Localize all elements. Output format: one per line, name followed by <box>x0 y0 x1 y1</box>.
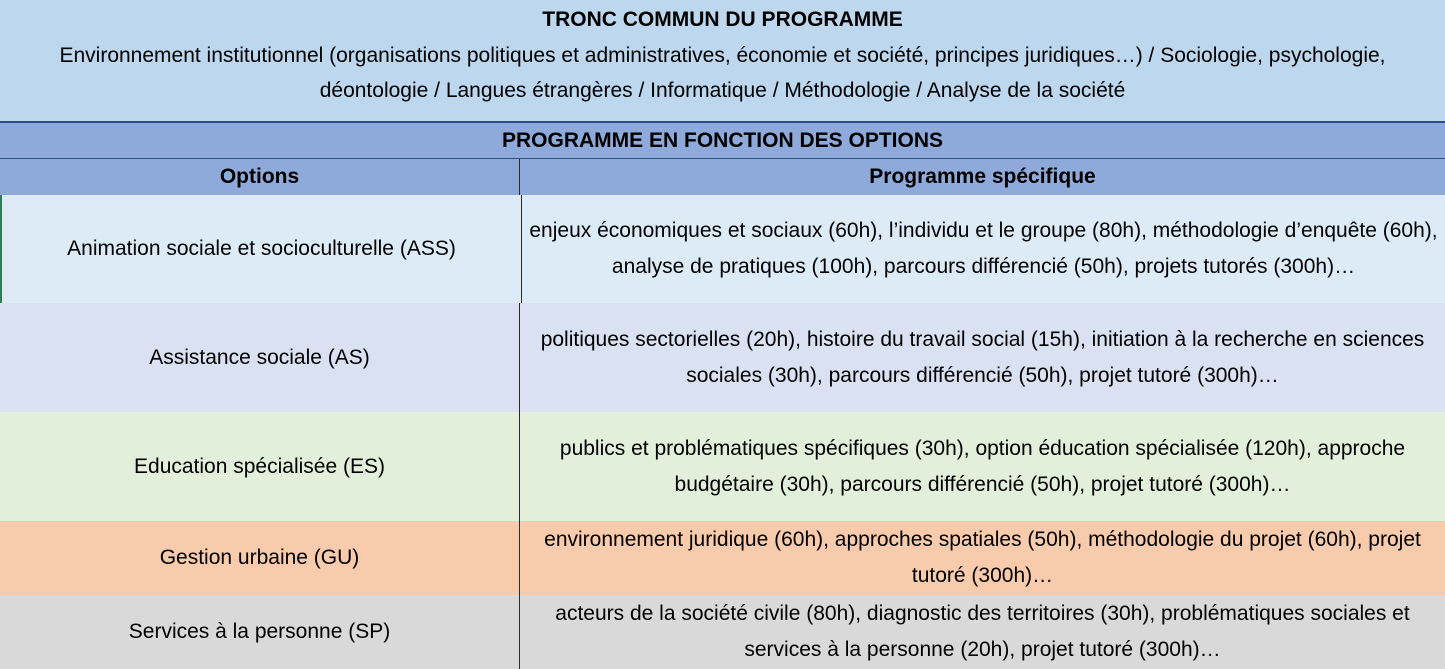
option-cell: Gestion urbaine (GU) <box>159 546 360 569</box>
options-column-header: Options <box>219 165 300 188</box>
table-header-row <box>0 159 1445 195</box>
programme-cell: enjeux économiques et sociaux (60h), l’individu et le groupe (80h), méthodologie d’enquête (60h), analyse de pratiques (100h), parcours différencié (50h), projets tutorés (300h)… <box>521 195 1445 303</box>
table-row <box>0 195 1445 303</box>
programme-options-title: PROGRAMME EN FONCTION DES OPTIONS <box>0 121 1445 159</box>
programme-cell: environnement juridique (60h), approches spatiales (50h), méthodologie du projet (60h), projet tutoré (300h)… <box>519 521 1445 595</box>
option-cell: Education spécialisée (ES) <box>134 454 385 478</box>
table-row <box>0 595 1445 669</box>
table-row <box>0 303 1445 412</box>
tronc-commun-section <box>0 0 1445 121</box>
option-cell: Animation sociale et socioculturelle (ASS) <box>67 237 456 260</box>
tronc-commun-title: TRONC COMMUN DU PROGRAMME <box>542 8 903 31</box>
programme-cell: politiques sectorielles (20h), histoire du travail social (15h), initiation à la recherche en sciences sociales (30h), parcours différencié (50h), projet tutoré (300h)… <box>519 303 1445 412</box>
table-row <box>0 521 1445 595</box>
table-row <box>0 412 1445 521</box>
option-cell: Assistance sociale (AS) <box>149 345 370 369</box>
programme-column-header: Programme spécifique <box>519 159 1445 195</box>
programme-cell: publics et problématiques spécifiques (30h), option éducation spécialisée (120h), approche budgétaire (30h), parcours différencié (50h), projet tutoré (300h)… <box>519 412 1445 521</box>
programme-cell: acteurs de la société civile (80h), diagnostic des territoires (30h), problématiques sociales et services à la personne (20h), projet tutoré (300h)… <box>519 595 1445 669</box>
tronc-commun-description: Environnement institutionnel (organisations politiques et administratives, économie et société, principes juridiques…) / Sociologie, psychologie, déontologie / Langues étrangères / Informatique / Méthodologie / Analyse de la société <box>59 44 1386 102</box>
option-cell: Services à la personne (SP) <box>128 620 391 643</box>
